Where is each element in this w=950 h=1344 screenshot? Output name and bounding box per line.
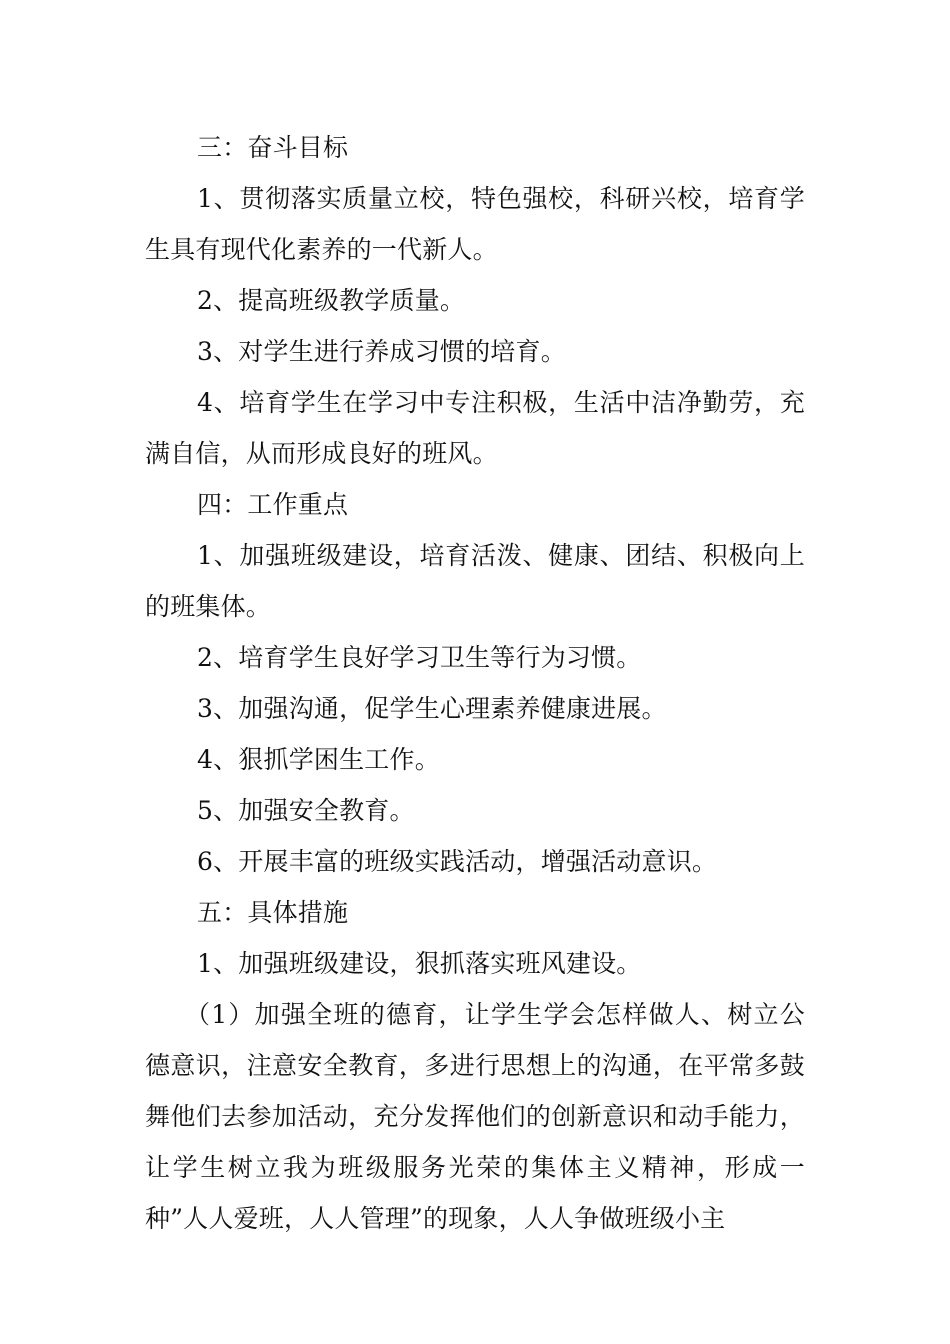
paragraph-measure-1: 1、加强班级建设，狠抓落实班风建设。 — [197, 949, 642, 978]
section-heading-goals: 三：奋斗目标 — [197, 133, 349, 162]
paragraph-focus-3: 3、加强沟通，促学生心理素养健康进展。 — [197, 694, 667, 723]
paragraph-focus-1: 1、加强班级建设，培育活泼、健康、团结、积极向上的班集体。 — [145, 541, 805, 621]
paragraph-goal-4: 4、培育学生在学习中专注积极，生活中洁净勤劳，充满自信，从而形成良好的班风。 — [145, 388, 805, 468]
document-page — [145, 122, 805, 1244]
paragraph-goal-2: 2、提高班级教学质量。 — [197, 286, 466, 315]
paragraph-focus-6: 6、开展丰富的班级实践活动，增强活动意识。 — [197, 847, 718, 876]
paragraph-goal-3: 3、对学生进行养成习惯的培育。 — [197, 337, 566, 366]
section-heading-focus: 四：工作重点 — [197, 490, 349, 519]
paragraph-focus-2: 2、培育学生良好学习卫生等行为习惯。 — [197, 643, 642, 672]
paragraph-goal-1: 1、贯彻落实质量立校，特色强校，科研兴校，培育学生具有现代化素养的一代新人。 — [145, 184, 805, 264]
section-heading-measures: 五：具体措施 — [197, 898, 349, 927]
paragraph-focus-4: 4、狠抓学困生工作。 — [197, 745, 440, 774]
paragraph-focus-5: 5、加强安全教育。 — [197, 796, 415, 825]
paragraph-measure-1-1: （1）加强全班的德育，让学生学会怎样做人、树立公德意识，注意安全教育，多进行思想上的沟通，在平常多鼓舞他们去参加活动，充分发挥他们的创新意识和动手能力，让学生树立我为班级服务光荣的集体主义精神，形成一种”人人爱班，人人管理”的现象，人人争做班级小主 — [145, 1000, 805, 1233]
